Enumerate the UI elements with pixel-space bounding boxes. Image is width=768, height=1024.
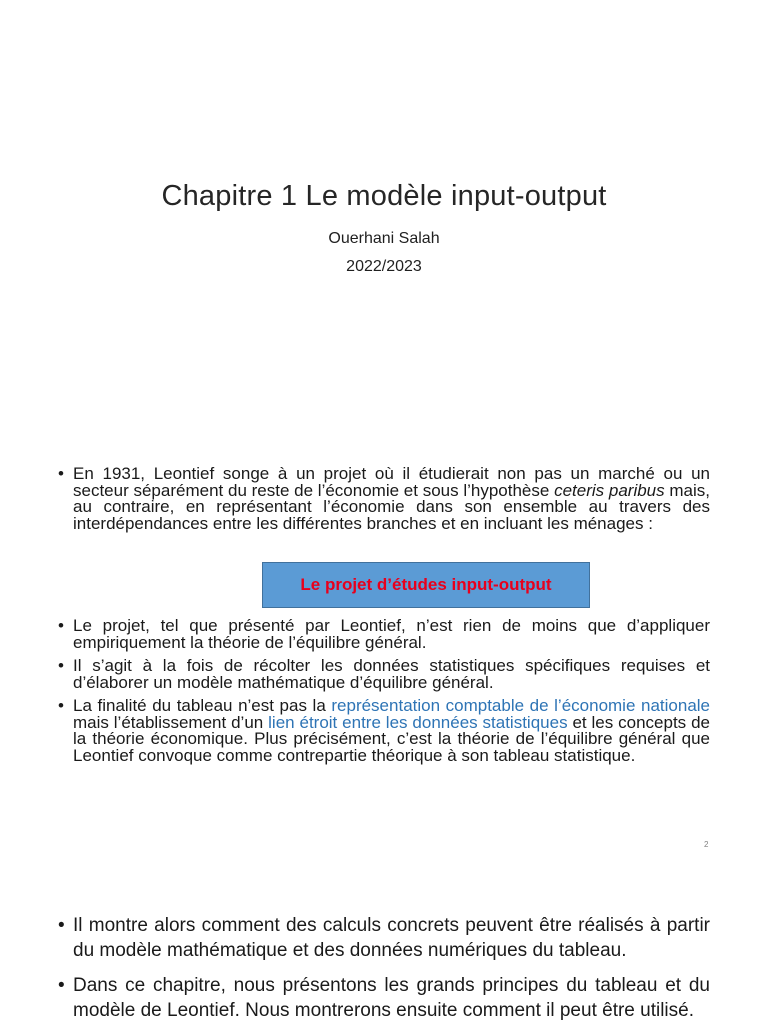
bullet-marker: • (58, 464, 64, 483)
bullet-marker: • (58, 656, 64, 675)
bullet-marker: • (58, 696, 64, 715)
bullet-item (58, 466, 710, 532)
summary-bullet-list (58, 913, 710, 1023)
bullet-italic-text: ceteris paribus (554, 480, 665, 500)
bullet-text: En 1931, Leontief songe à un projet où il étudierait non pas un marché ou un secteur séparément du reste de l’économie et sous l’hypothèse (73, 464, 710, 500)
highlight-text: lien étroit entre les données statistiques (268, 712, 568, 732)
bullet-text: La finalité du tableau n’est pas la (73, 696, 332, 715)
project-box-label: Le projet d’études input-output (300, 575, 552, 594)
project-highlight-box (262, 562, 590, 608)
bullet-text: Dans ce chapitre, nous présentons les grands principes du tableau et du modèle de Leontief. Nous montrerons ensuite comment il peut être utilisé. (73, 975, 710, 1021)
title-slide (0, 0, 768, 437)
highlight-text: représentation comptable de l’économie nationale (331, 696, 711, 715)
bullet-item (58, 973, 710, 1023)
bullet-text: et les concepts de la théorie économique. Plus précisément, c’est la théorie de l’équilibre général que Leontief convoque comme contrepartie théorique à son tableau statistique. (73, 712, 710, 765)
bullet-item (58, 913, 710, 963)
bullet-item (58, 658, 710, 691)
chapter-title: Chapitre 1 Le modèle input-output (161, 180, 607, 212)
bullet-text: Il s’agit à la fois de récolter les données statistiques spécifiques requises et d’élaborer un modèle mathématique d’équilibre général. (73, 656, 710, 692)
bullet-marker: • (58, 915, 65, 936)
detail-bullet-list (58, 618, 710, 764)
bullet-marker: • (58, 616, 64, 635)
page-number: 2 (704, 840, 709, 849)
content-slide-3 (0, 867, 768, 1024)
bullet-marker: • (58, 975, 65, 996)
bullet-item (58, 698, 710, 764)
academic-year: 2022/2023 (346, 258, 422, 275)
content-slide-2 (0, 437, 768, 867)
bullet-text: mais l’établissement d’un (73, 712, 269, 732)
bullet-text: Il montre alors comment des calculs concrets peuvent être réalisés à partir du modèle mathématique et des données numériques du tableau. (73, 915, 710, 961)
author-name: Ouerhani Salah (328, 230, 440, 247)
bullet-text: Le projet, tel que présenté par Leontief, n’est rien de moins que d’appliquer empiriquement la théorie de l’équilibre général. (73, 616, 710, 652)
bullet-item (58, 618, 710, 651)
bullet-text: mais, au contraire, en représentant l’économie dans son ensemble au travers des interdépendances entre les différentes branches et en incluant les ménages : (73, 480, 710, 533)
intro-bullet-list (58, 466, 710, 532)
